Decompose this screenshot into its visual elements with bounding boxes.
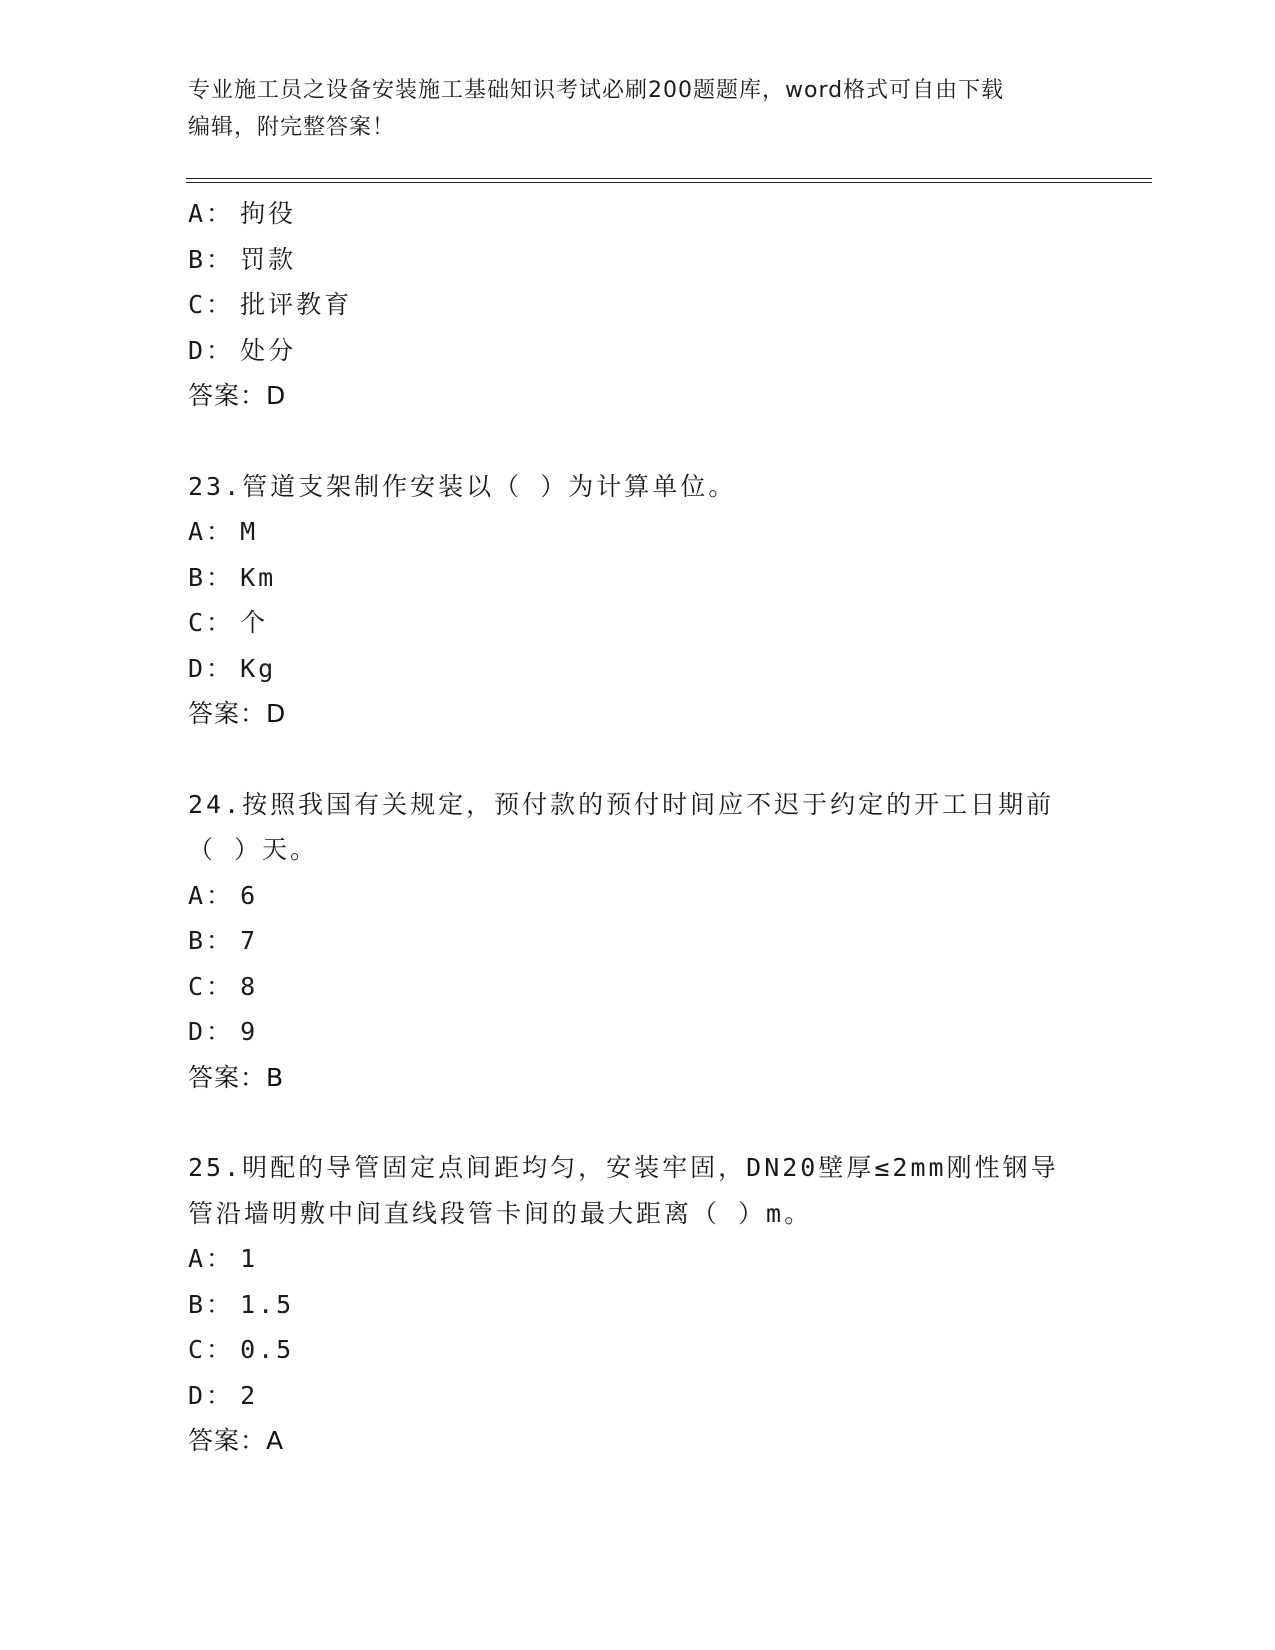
option-d: D： 9: [188, 1017, 259, 1046]
answer-line: 答案：D: [188, 699, 287, 728]
option-d: D： 处分: [188, 335, 297, 365]
question-22-continued: [188, 191, 1088, 419]
question-23: [188, 464, 1088, 737]
option-a: A： 拘役: [188, 199, 297, 228]
header-title-line-2: 编辑，附完整答案！: [188, 115, 396, 140]
header-divider: [186, 178, 1152, 183]
option-a: A： 6: [188, 880, 259, 910]
option-c: C： 个: [188, 608, 269, 637]
option-b: B： 7: [188, 926, 259, 955]
option-b: B： 罚款: [188, 244, 297, 274]
question-stem: 25.明配的导管固定点间距均匀，安装牢固，DN20壁厚≤2mm刚性钢导: [188, 1153, 1059, 1182]
spacer: [188, 1100, 1088, 1145]
option-d: D： Kg: [188, 653, 277, 683]
option-c: C： 8: [188, 971, 259, 1001]
option-c: C： 批评教育: [188, 290, 353, 319]
option-c: C： 0.5: [188, 1335, 295, 1364]
question-stem: 23.管道支架制作安装以（ ）为计算单位。: [188, 471, 737, 501]
answer-line: 答案：B: [188, 1062, 285, 1092]
option-b: B： 1.5: [188, 1289, 295, 1319]
question-stem: 24.按照我国有关规定，预付款的预付时间应不迟于约定的开工日期前: [188, 789, 1055, 819]
spacer: [188, 419, 1088, 464]
question-stem-continued: （ ）天。: [188, 835, 319, 864]
question-24: [188, 782, 1088, 1101]
answer-line: 答案：D: [188, 381, 287, 410]
question-list: [188, 191, 1088, 1464]
question-stem-continued: 管沿墙明敷中间直线段管卡间的最大距离（ ）m。: [188, 1198, 813, 1228]
option-b: B： Km: [188, 562, 277, 592]
page-header: [188, 72, 1068, 146]
answer-line: 答案：A: [188, 1426, 285, 1455]
option-a: A： 1: [188, 1244, 259, 1273]
question-25: [188, 1145, 1088, 1464]
option-a: A： M: [188, 517, 259, 546]
header-title-line-1: 专业施工员之设备安装施工基础知识考试必刷200题题库，word格式可自由下载: [188, 78, 1005, 103]
option-d: D： 2: [188, 1380, 259, 1410]
spacer: [188, 737, 1088, 782]
